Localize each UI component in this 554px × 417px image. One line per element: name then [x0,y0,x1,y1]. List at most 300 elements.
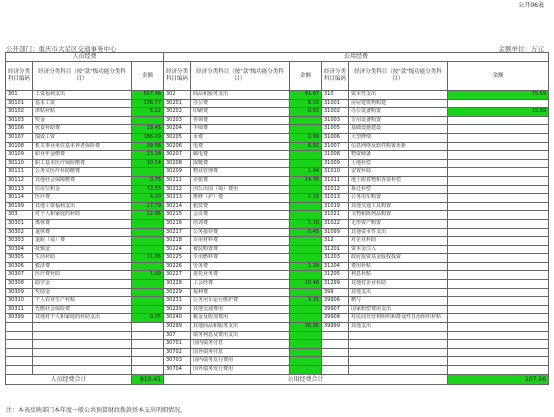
code-cell [322,348,349,357]
table-row [6,262,549,271]
name-cell: 绩效工资 [33,133,132,142]
amount-cell [448,348,549,357]
name-cell: 退休费 [33,228,132,237]
amount-cell [132,305,164,314]
name-cell: 电费 [191,142,290,151]
amount-cell [448,116,549,125]
name-cell: 文物和陈列品购置 [349,211,448,220]
code-cell: 30208 [164,159,191,168]
code-cell [6,366,33,375]
code-cell: 31002 [322,108,349,117]
name-cell: 培训费 [191,219,290,228]
col-header-name: 经济分类科目（按"款"级功能分类科目） [191,62,290,91]
name-cell: 信息网络及软件购置更新 [349,142,448,151]
amount-cell [448,142,549,151]
amount-cell [290,340,322,349]
amount-cell [290,288,322,297]
name-cell: 医疗费补助 [33,271,132,280]
code-cell: 30309 [6,288,33,297]
table-row [6,142,549,151]
amount-cell [448,99,549,108]
public-total-label: 公用经费合计 [164,374,448,384]
col-header-name: 经济分类科目（按"款"级功能分类科目） [349,62,448,91]
amount-cell [290,245,322,254]
amount-cell [290,151,322,160]
amount-cell [290,159,322,168]
code-cell: 30108 [6,142,33,151]
table-row [6,271,549,280]
name-cell [33,357,132,366]
amount-cell [290,116,322,125]
amount-cell [290,125,322,134]
table-row [6,219,549,228]
col-header-amount: 金额 [290,62,322,91]
name-cell: 个人农业生产补贴 [33,297,132,306]
name-cell: 专用设备购置 [349,116,448,125]
expenditure-table [5,52,549,385]
code-cell: 30231 [164,297,191,306]
name-cell: 水费 [191,133,290,142]
code-cell: 30399 [6,314,33,323]
amount-cell [448,159,549,168]
amount-cell [448,125,549,134]
code-cell: 31299 [322,280,349,289]
table-row [6,348,549,357]
amount-cell: 24.76 [290,176,322,185]
table-row [6,323,549,332]
amount-cell [132,228,164,237]
amount-cell [448,176,549,185]
table-row [6,116,549,125]
name-cell: 资本性支出 [349,91,448,100]
name-cell: 大型修缮 [349,133,448,142]
code-cell: 31019 [322,202,349,211]
name-cell: 伙食补助费 [33,125,132,134]
code-cell: 30225 [164,254,191,263]
code-cell: 30106 [6,125,33,134]
amount-cell [290,305,322,314]
name-cell [349,366,448,375]
code-cell: 30111 [6,168,33,177]
amount-cell [132,280,164,289]
amount-cell [448,151,549,160]
table-row [6,288,549,297]
amount-cell [448,202,549,211]
amount-cell: 17.79 [132,202,164,211]
amount-cell: 0.55 [290,108,322,117]
amount-cell: 0.99 [290,133,322,142]
amount-cell: 1.15 [290,194,322,203]
name-cell [349,331,448,340]
amount-cell: 12.95 [132,211,164,220]
code-cell: 30201 [164,99,191,108]
amount-cell: 1.29 [290,262,322,271]
col-header-code: 经济分类科目编码 [6,62,33,91]
code-cell: 31001 [322,99,349,108]
amount-cell [448,288,549,297]
code-cell: 30206 [164,142,191,151]
name-cell: 奖金 [33,116,132,125]
amount-cell: 19.45 [132,125,164,134]
name-cell: 房屋建筑物购建 [349,99,448,108]
table-row [6,331,549,340]
name-cell: 商品和服务支出 [191,91,290,100]
code-cell: 31007 [322,142,349,151]
name-cell: 其他社会保障缴费 [33,176,132,185]
table-row [6,133,549,142]
amount-cell: 26.36 [290,323,322,332]
code-cell: 30102 [6,108,33,117]
table-row [6,185,549,194]
amount-cell [448,194,549,203]
name-cell: 政府投资基金股权投资 [349,254,448,263]
name-cell [33,331,132,340]
name-cell: 基础设施建设 [349,125,448,134]
amount-cell [132,116,164,125]
amount-cell [132,357,164,366]
amount-cell: 186.09 [132,133,164,142]
name-cell: 其他对企业补助 [349,280,448,289]
name-cell: 离休费 [33,219,132,228]
amount-cell [448,254,549,263]
name-cell: 公务员医疗补助缴费 [33,168,132,177]
code-cell: 30213 [164,194,191,203]
code-cell: 30107 [6,133,33,142]
amount-cell: 1.16 [290,219,322,228]
table-row [6,297,549,306]
unit-label: 金额单位：万元 [498,45,544,53]
table-row [6,91,549,100]
name-cell: 对个人和家庭的补助 [33,211,132,220]
table-row [6,228,549,237]
code-cell [6,357,33,366]
name-cell: 其他支出 [349,323,448,332]
name-cell: 退职（役）费 [33,237,132,246]
name-cell: 其他商品和服务支出 [191,323,290,332]
name-cell: 其他支出 [349,288,448,297]
table-row [6,245,549,254]
code-cell: 30204 [164,125,191,134]
amount-cell: 0.75 [132,176,164,185]
name-cell [349,348,448,357]
amount-cell [448,237,549,246]
name-cell: 公务接待费 [191,228,290,237]
amount-cell: 1.94 [290,168,322,177]
amount-cell [132,331,164,340]
amount-cell [290,237,322,246]
amount-cell [448,185,549,194]
amount-cell [132,219,164,228]
code-cell: 30203 [164,116,191,125]
code-cell: 30307 [6,271,33,280]
table-row [6,340,549,349]
amount-cell [132,348,164,357]
code-cell: 30240 [164,314,191,323]
code-cell [322,357,349,366]
name-cell: 公务用车购置 [349,194,448,203]
code-cell [322,331,349,340]
amount-cell [132,340,164,349]
amount-cell [448,211,549,220]
code-cell: 30205 [164,133,191,142]
name-cell: 其他交通费用 [191,305,290,314]
form-code: 公开06表 [518,2,544,9]
name-cell: 职工基本医疗保险缴费 [33,159,132,168]
amount-cell [132,262,164,271]
table-row [6,108,549,117]
code-cell: 30215 [164,211,191,220]
name-cell: 费用补贴 [349,262,448,271]
code-cell: 31005 [322,125,349,134]
code-cell: 39907 [322,305,349,314]
amount-cell [132,323,164,332]
code-cell: 30299 [164,323,191,332]
amount-cell: 91.97 [290,91,322,100]
table-row [6,125,549,134]
table-row [6,314,549,323]
amount-cell: 11.86 [132,254,164,263]
code-cell: 30702 [164,348,191,357]
amount-cell [448,297,549,306]
code-cell: 30310 [6,297,33,306]
name-cell: 无形资产购置 [349,219,448,228]
amount-cell: 597.46 [132,91,164,100]
name-cell: 国内债务发行费用 [191,357,290,366]
amount-cell [290,348,322,357]
code-cell: 31201 [322,245,349,254]
name-cell: 专用燃料费 [191,254,290,263]
amount-cell [290,202,322,211]
code-cell: 39999 [322,323,349,332]
section-personnel: 人员经费 [6,53,164,62]
amount-cell [132,288,164,297]
code-cell: 31203 [322,254,349,263]
code-cell: 30103 [6,116,33,125]
amount-cell [290,254,322,263]
amount-cell [132,297,164,306]
code-cell: 30112 [6,176,33,185]
table-row [6,151,549,160]
name-cell [33,366,132,375]
name-cell: 税金及附加费用 [191,314,290,323]
amount-cell [448,262,549,271]
amount-cell [448,305,549,314]
table-row [6,176,549,185]
totals-row [6,374,549,384]
code-cell [6,323,33,332]
name-cell: 福利费 [191,288,290,297]
code-cell: 30202 [164,108,191,117]
code-cell: 30704 [164,366,191,375]
table-row [6,159,549,168]
name-cell: 抚恤金 [33,245,132,254]
name-cell: 赠与 [349,297,448,306]
name-cell: 债务利息及费用支出 [191,331,290,340]
table-row [6,366,549,375]
name-cell: 国外债务付息 [191,348,290,357]
code-cell: 30301 [6,219,33,228]
table-row [6,194,549,203]
amount-cell [290,271,322,280]
amount-cell: 2.25 [290,297,322,306]
name-cell: 生活补助 [33,254,132,263]
amount-cell [290,314,322,323]
col-header-amount: 金额 [448,62,549,91]
table-row [6,357,549,366]
name-cell: 工资福利支出 [33,91,132,100]
code-cell: 31009 [322,159,349,168]
name-cell: 其他对个人和家庭的补助支出 [33,314,132,323]
code-cell: 30303 [6,237,33,246]
amount-cell: 23.18 [132,151,164,160]
amount-cell: 39.56 [132,142,164,151]
name-cell: 租赁费 [191,202,290,211]
table-row [6,99,549,108]
code-cell: 31011 [322,176,349,185]
amount-cell [448,133,549,142]
amount-cell [290,185,322,194]
name-cell: 公务用车运行维护费 [191,297,290,306]
col-header-code: 经济分类科目编码 [164,62,191,91]
name-cell: 基本工资 [33,99,132,108]
name-cell: 地上附着物和青苗补偿 [349,176,448,185]
code-cell: 303 [6,211,33,220]
name-cell: 取暖费 [191,159,290,168]
code-cell: 30227 [164,271,191,280]
code-cell: 30308 [6,280,33,289]
code-cell: 30217 [164,228,191,237]
name-cell: 办公费 [191,99,290,108]
code-cell: 30214 [164,202,191,211]
code-cell: 31008 [322,151,349,160]
name-cell: 拆迁补偿 [349,185,448,194]
name-cell: 其他资本性支出 [349,228,448,237]
code-cell: 30207 [164,151,191,160]
name-cell: 咨询费 [191,116,290,125]
name-cell: 差旅费 [191,176,290,185]
name-cell [33,323,132,332]
code-cell: 30304 [6,245,33,254]
name-cell: 职业年金缴费 [33,151,132,160]
amount-cell [448,331,549,340]
amount-cell: 20.14 [132,159,164,168]
amount-cell [448,280,549,289]
amount-cell: 0.05 [132,314,164,323]
amount-cell [448,228,549,237]
amount-cell: 6.02 [290,99,322,108]
footnote: 注：本表反映部门本年度一般公共预算财政拨款基本支出明细情况。 [6,407,187,414]
name-cell: 其他交通工具购置 [349,202,448,211]
name-cell: 被装购置费 [191,245,290,254]
name-cell: 国内债务付息 [191,340,290,349]
name-cell: 印刷费 [191,108,290,117]
name-cell: 物业管理费 [191,168,290,177]
amount-cell [290,331,322,340]
name-cell [349,340,448,349]
name-cell [349,357,448,366]
name-cell: 土地补偿 [349,159,448,168]
code-cell: 30209 [164,168,191,177]
col-header-code: 经济分类科目编码 [322,62,349,91]
name-cell: 助学金 [33,280,132,289]
name-cell: 工会经费 [191,280,290,289]
code-cell: 30218 [164,237,191,246]
table-row [6,237,549,246]
amount-cell: 136.77 [132,99,164,108]
code-cell: 30239 [164,305,191,314]
name-cell: 医疗费 [33,194,132,203]
col-header-name: 经济分类科目（按"款"级功能分类科目） [33,62,132,91]
name-cell: 邮电费 [191,151,290,160]
name-cell: 物资储备 [349,151,448,160]
table-row [6,305,549,314]
name-cell: 国家赔偿费用支出 [349,305,448,314]
table-row [6,202,549,211]
amount-cell [132,237,164,246]
name-cell: 劳务费 [191,262,290,271]
code-cell: 307 [164,331,191,340]
name-cell: 代缴社会保险费 [33,305,132,314]
name-cell: 因公出国（境）费用 [191,185,290,194]
code-cell: 310 [322,91,349,100]
code-cell: 30305 [6,254,33,263]
code-cell: 30211 [164,176,191,185]
name-cell: 其他工资福利支出 [33,202,132,211]
amount-cell [448,168,549,177]
amount-cell [290,357,322,366]
table-row [6,254,549,263]
name-cell: 会议费 [191,211,290,220]
amount-cell [448,219,549,228]
amount-cell [132,245,164,254]
name-cell [33,348,132,357]
name-cell: 利息补贴 [349,271,448,280]
code-cell: 30110 [6,159,33,168]
code-cell: 30229 [164,288,191,297]
code-cell: 30306 [6,262,33,271]
code-cell [322,366,349,375]
code-cell: 30703 [164,357,191,366]
code-cell: 30228 [164,280,191,289]
name-cell [33,340,132,349]
amount-cell [448,357,549,366]
code-cell: 30199 [6,202,33,211]
name-cell: 专用材料费 [191,237,290,246]
code-cell: 302 [164,91,191,100]
personnel-total-amount: 610.41 [132,374,164,384]
amount-cell [448,245,549,254]
code-cell [6,348,33,357]
code-cell: 31003 [322,116,349,125]
amount-cell [132,168,164,177]
name-cell: 委托业务费 [191,271,290,280]
amount-cell [448,323,549,332]
name-cell: 机关事业单位基本养老保险费 [33,142,132,151]
name-cell: 资本金注入 [349,245,448,254]
code-cell: 30212 [164,185,191,194]
code-cell: 31010 [322,168,349,177]
amount-cell [448,314,549,323]
code-cell: 39906 [322,297,349,306]
code-cell: 31204 [322,262,349,271]
code-cell: 31099 [322,228,349,237]
code-cell: 312 [322,237,349,246]
name-cell: 津贴补贴 [33,108,132,117]
amount-cell: 5.22 [132,108,164,117]
code-cell: 30701 [164,340,191,349]
amount-cell [290,366,322,375]
section-public: 公用经费 [164,53,549,62]
